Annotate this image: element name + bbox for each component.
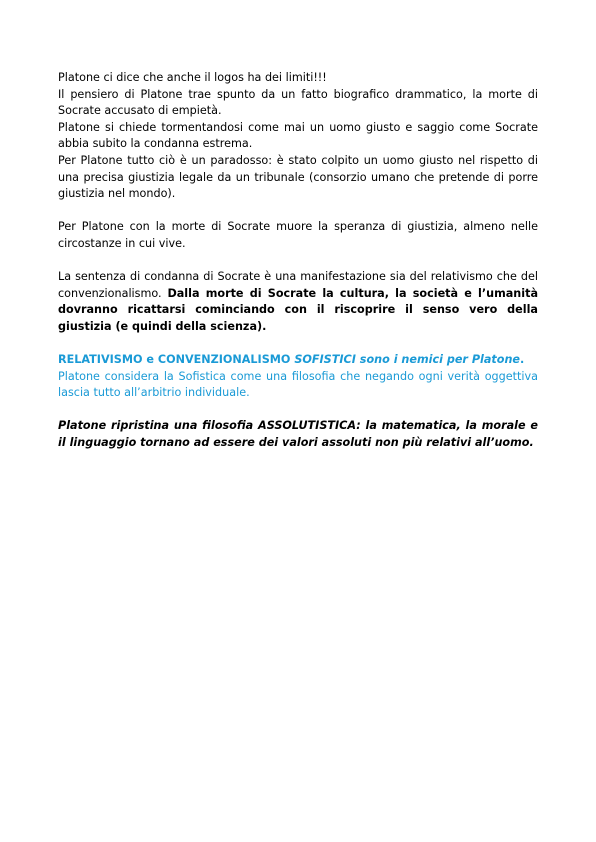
paragraph-sophists-heading [58,352,538,369]
sophists-heading-bold: RELATIVISMO e CONVENZIONALISMO [58,353,295,367]
paragraph-spacer [58,253,538,270]
document-body [58,70,538,452]
paragraph-spacer [58,402,538,419]
paragraph-spacer [58,203,538,220]
paragraph-absolutism: Platone ripristina una filosofia ASSOLUTISTICA: la matematica, la morale e il linguaggio tornano ad essere dei valori assoluti non più relativi all’uomo. [58,419,538,450]
paragraph-spacer [58,336,538,353]
paragraph-hope-of-justice: Per Platone con la morte di Socrate muore la speranza di giustizia, almeno nelle circostanze in cui vive. [58,220,538,250]
paragraph-socrates-death: Il pensiero di Platone trae spunto da un fatto biografico drammatico, la morte di Socrate accusato di empietà. [58,87,538,118]
paragraph-plato-question: Platone si chiede tormentandosi come mai un uomo giusto e saggio come Socrate abbia subito la condanna estrema. [58,120,538,151]
sentence-regular-text: La sentenza di condanna di Socrate è una manifestazione sia del relativismo che del convenzionalismo. [58,270,538,300]
paragraph-sentence [58,269,538,335]
paragraph-paradox: Per Platone tutto ciò è un paradosso: è stato colpito un uomo giusto nel rispetto di una precisa giustizia legale da un tribunale (consorzio umano che pretende di porre giustizia nel mondo). [58,153,538,201]
sophists-heading-bold-italic: SOFISTICI sono i nemici per Platone [294,353,521,367]
paragraph-sophistry: Platone considera la Sofistica come una filosofia che negando ogni verità oggettiva lascia tutto all’arbitrio individuale. [58,369,538,400]
sophists-heading-period: . [520,353,525,367]
paragraph-logos-limits: Platone ci dice che anche il logos ha dei limiti!!! [58,71,327,84]
sentence-bold-text: Dalla morte di Socrate la cultura, la società e l’umanità dovranno ricattarsi cominciando con il riscoprire il senso vero della giustizia (e quindi della scienza). [58,286,539,333]
